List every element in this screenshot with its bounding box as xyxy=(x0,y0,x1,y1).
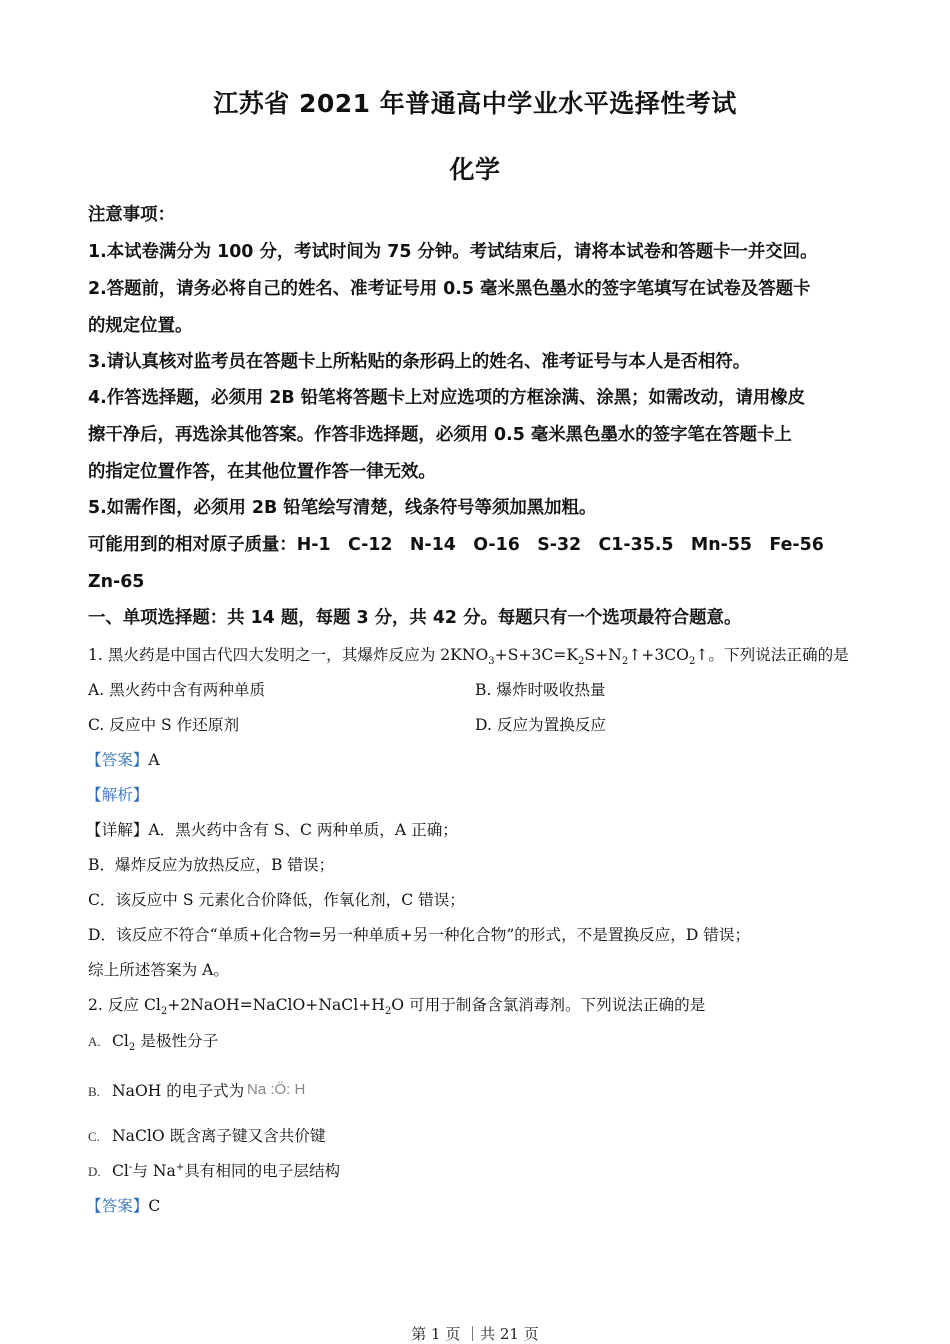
notice-item-4c: 的指定位置作答，在其他位置作答一律无效。 xyxy=(88,462,436,482)
q1-summary: 综上所述答案为 A。 xyxy=(88,961,229,979)
q1-option-a: A. 黑火药中含有两种单质 xyxy=(88,681,266,699)
q1-detail-b: B．爆炸反应为放热反应，B 错误； xyxy=(88,856,335,874)
answer-tag: 【答案】 xyxy=(86,1197,149,1215)
answer-tag: 【答案】 xyxy=(86,751,149,769)
q1-option-b: B. 爆炸时吸收热量 xyxy=(475,681,606,699)
question-2-stem: 2. 反应 $Cl_2+2NaOH=NaClO+NaCl+H_2O$ 可用于制备含氯消毒剂。下列说法正确的是 xyxy=(88,996,706,1018)
q1-option-d: D. 反应为置换反应 xyxy=(475,716,607,734)
q1-detail-a: 【详解】A．黑火药中含有 S、C 两种单质，A 正确； xyxy=(86,821,458,839)
subject-title: 化学 xyxy=(449,155,501,184)
notice-item-1: 1.本试卷满分为 100 分，考试时间为 75 分钟。考试结束后，请将本试卷和答题卡一并交回。 xyxy=(88,242,818,262)
q2-option-a: A. $Cl_2$ 是极性分子 xyxy=(88,1032,219,1054)
q1-answer: 【答案】A xyxy=(86,751,160,769)
q2-option-d: D. Cl-与 Na+具有相同的电子层结构 xyxy=(88,1161,341,1180)
notice-heading: 注意事项： xyxy=(88,205,175,225)
exam-title: 江苏省 2021 年普通高中学业水平选择性考试 xyxy=(213,89,737,118)
notice-item-2a: 2.答题前，请务必将自己的姓名、准考证号用 0.5 毫米黑色墨水的签字笔填写在试卷及答题卡 xyxy=(88,279,811,299)
q1-analysis-tag: 【解析】 xyxy=(86,786,149,804)
question-1-stem: 1. 黑火药是中国古代四大发明之一，其爆炸反应为 $2KNO_3+S+3C=K_2S+N_2↑+3CO_2↑$。下列说法正确的是 xyxy=(88,646,849,668)
atomic-masses-cont: Zn-65 xyxy=(88,572,145,592)
notice-item-3: 3.请认真核对监考员在答题卡上所粘贴的条形码上的姓名、准考证号与本人是否相符。 xyxy=(88,352,751,372)
notice-item-5: 5.如需作图，必须用 2B 铅笔绘写清楚，线条符号等须加黑加粗。 xyxy=(88,498,597,518)
q1-detail-c: C．该反应中 S 元素化合价降低，作氧化剂，C 错误； xyxy=(88,891,465,909)
q2-option-b: B. NaOH 的电子式为 Na :Ö: H xyxy=(88,1077,316,1107)
q2-option-c: C. NaClO 既含离子键又含共价键 xyxy=(88,1127,326,1145)
q2-answer: 【答案】C xyxy=(86,1197,161,1215)
atomic-masses: 可能用到的相对原子质量：H-1 C-12 N-14 O-16 S-32 C1-35.5 Mn-55 Fe-56 xyxy=(88,535,824,555)
svg-text:Na :Ö: H: Na :Ö: H xyxy=(247,1081,306,1098)
notice-item-4b: 擦干净后，再选涂其他答案。作答非选择题，必须用 0.5 毫米黑色墨水的签字笔在答题卡上 xyxy=(88,425,792,445)
electron-formula-image xyxy=(246,1077,316,1107)
section-heading: 一、单项选择题：共 14 题，每题 3 分，共 42 分。每题只有一个选项最符合题意。 xyxy=(88,608,742,628)
page-number: 第 1 页 ｜共 21 页 xyxy=(411,1325,539,1343)
q1-option-c: C. 反应中 S 作还原剂 xyxy=(88,716,240,734)
q1-detail-d: D．该反应不符合“单质+化合物=另一种单质+另一种化合物”的形式，不是置换反应，D 错误； xyxy=(88,926,751,944)
notice-item-4a: 4.作答选择题，必须用 2B 铅笔将答题卡上对应选项的方框涂满、涂黑；如需改动，请用橡皮 xyxy=(88,388,806,408)
notice-item-2b: 的规定位置。 xyxy=(88,316,193,336)
